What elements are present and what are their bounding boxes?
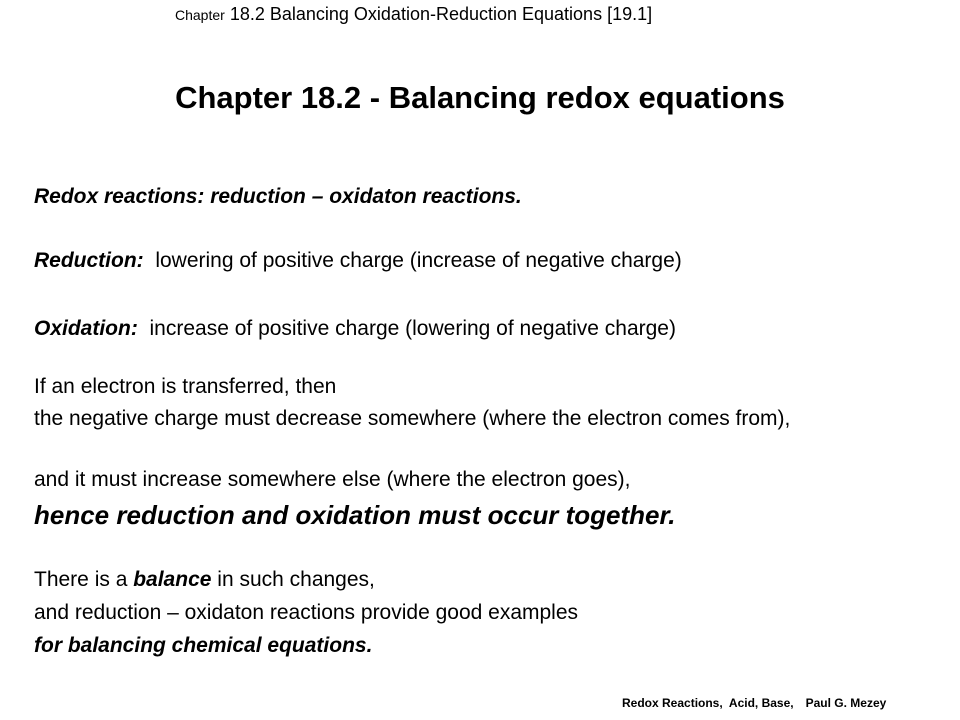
- reduction-term: Reduction:: [34, 249, 144, 272]
- header-text: 18.2 Balancing Oxidation-Reduction Equations [19.1]: [229, 4, 653, 24]
- page-title: Chapter 18.2 - Balancing redox equations: [175, 80, 785, 115]
- oxidation-term: Oxidation:: [34, 317, 138, 340]
- balancing-equations-line: for balancing chemical equations.: [34, 634, 373, 657]
- negative-charge-line: the negative charge must decrease somewhere (where the electron comes from),: [34, 407, 791, 430]
- balance-suffix: in such changes,: [211, 568, 375, 591]
- increase-charge-line: and it must increase somewhere else (where the electron goes),: [34, 468, 631, 491]
- reduction-text: lowering of positive charge (increase of negative charge): [143, 249, 682, 272]
- footer-author: Paul G. Mezey: [805, 696, 887, 710]
- balance-emphasis: balance: [133, 568, 212, 591]
- electron-transfer-line: If an electron is transferred, then: [34, 375, 337, 398]
- oxidation-definition: [34, 317, 676, 341]
- redox-definition: Redox reactions: reduction – oxidaton reactions.: [34, 185, 522, 208]
- footer-topic: Redox Reactions, Acid, Base,: [622, 696, 794, 710]
- header-prefix: Chapter: [175, 7, 225, 23]
- examples-line: and reduction – oxidaton reactions provide good examples: [34, 601, 579, 624]
- balance-line: [34, 568, 375, 592]
- oxidation-text: increase of positive charge (lowering of negative charge): [137, 317, 676, 340]
- balance-prefix: There is a: [34, 568, 134, 591]
- conclusion-line: hence reduction and oxidation must occur together.: [34, 500, 676, 530]
- slide-header: [175, 4, 652, 25]
- slide-footer: [622, 696, 886, 710]
- reduction-definition: [34, 249, 682, 273]
